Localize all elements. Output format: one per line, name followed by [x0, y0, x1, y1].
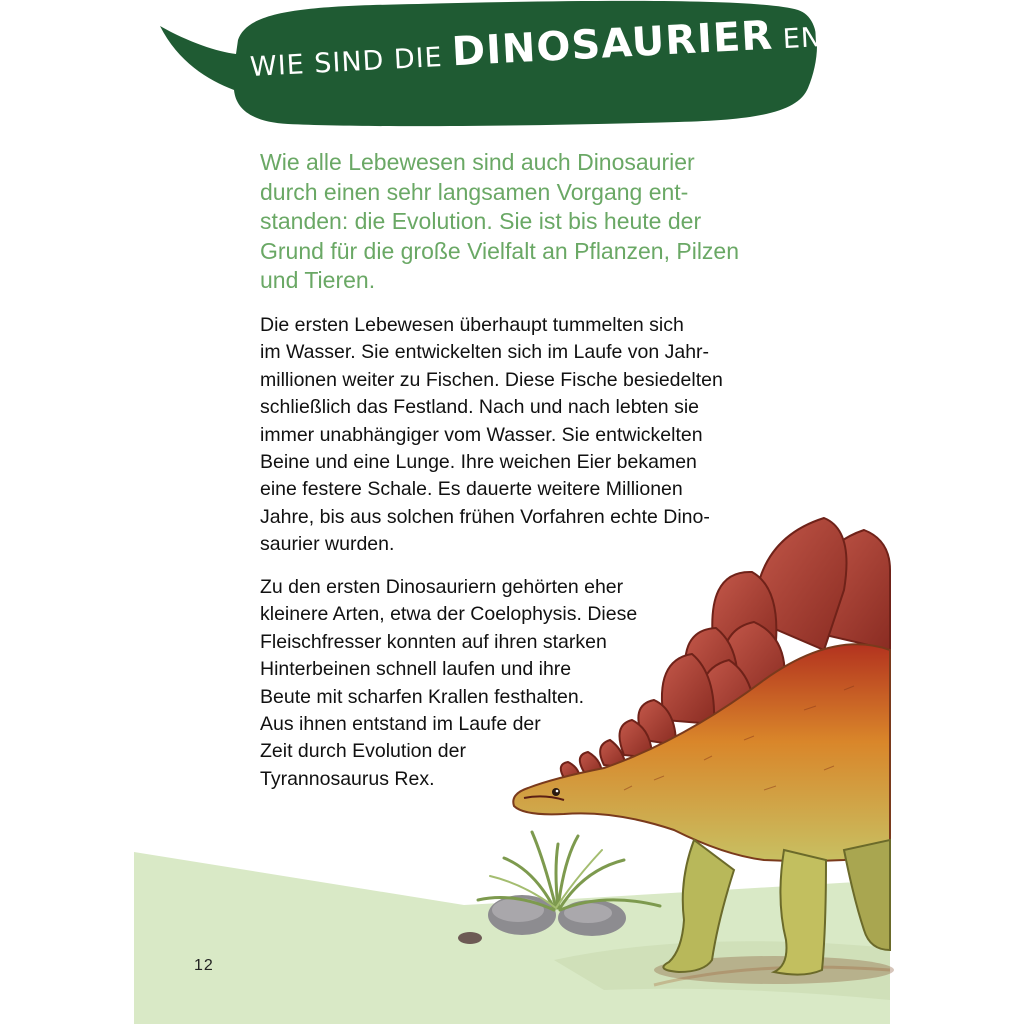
- body-line: im Wasser. Sie entwickelten sich im Laufe von Jahr-: [260, 341, 710, 364]
- intro-line: standen: die Evolution. Sie ist bis heute der: [260, 208, 702, 234]
- page-number: 12: [194, 957, 214, 974]
- body-line: Zeit durch Evolution der: [260, 740, 466, 763]
- intro-line: Grund für die große Vielfalt an Pflanzen, Pilzen: [260, 237, 740, 264]
- body-line: immer unabhängiger vom Wasser. Sie entwickelten: [260, 423, 703, 446]
- body-line: schließlich das Festland. Nach und nach lebten sie: [260, 396, 699, 419]
- book-page: [134, 0, 991, 1024]
- body-line: Beute mit scharfen Krallen festhalten.: [260, 685, 585, 708]
- body-line: Fleischfresser konnten auf ihren starken: [260, 630, 607, 653]
- body-line: Aus ihnen entstand im Laufe der: [260, 713, 541, 736]
- body-line: Zu den ersten Dinosauriern gehörten eher: [260, 576, 624, 598]
- body-line: Die ersten Lebewesen überhaupt tummelten sich: [260, 314, 684, 336]
- intro-paragraph: [260, 148, 800, 296]
- stegosaurus-illustration: [504, 510, 890, 990]
- body-line: Beine und eine Lunge. Ihre weichen Eier bekamen: [260, 451, 697, 474]
- body-line: eine festere Schale. Es dauerte weitere Millionen: [260, 478, 683, 501]
- body-line: millionen weiter zu Fischen. Diese Fische besiedelten: [260, 368, 723, 391]
- body-line: saurier wurden.: [260, 533, 395, 556]
- title-highlight: DINOSAURIER: [450, 12, 775, 76]
- intro-line: durch einen sehr langsamen Vorgang ent-: [260, 178, 689, 205]
- body-line: Tyrannosaurus Rex.: [260, 767, 435, 790]
- title-part2: ENTSTANDEN?: [781, 13, 991, 56]
- body-line: kleinere Arten, etwa der Coelophysis. Diese: [260, 603, 638, 626]
- intro-line: Wie alle Lebewesen sind auch Dinosaurier: [260, 149, 695, 175]
- body-line: Jahre, bis aus solchen frühen Vorfahren echte Dino-: [260, 505, 710, 528]
- intro-line: und Tieren.: [260, 267, 376, 293]
- body-line: Hinterbeinen schnell laufen und ihre: [260, 658, 572, 681]
- title-part1: WIE SIND DIE: [249, 41, 444, 83]
